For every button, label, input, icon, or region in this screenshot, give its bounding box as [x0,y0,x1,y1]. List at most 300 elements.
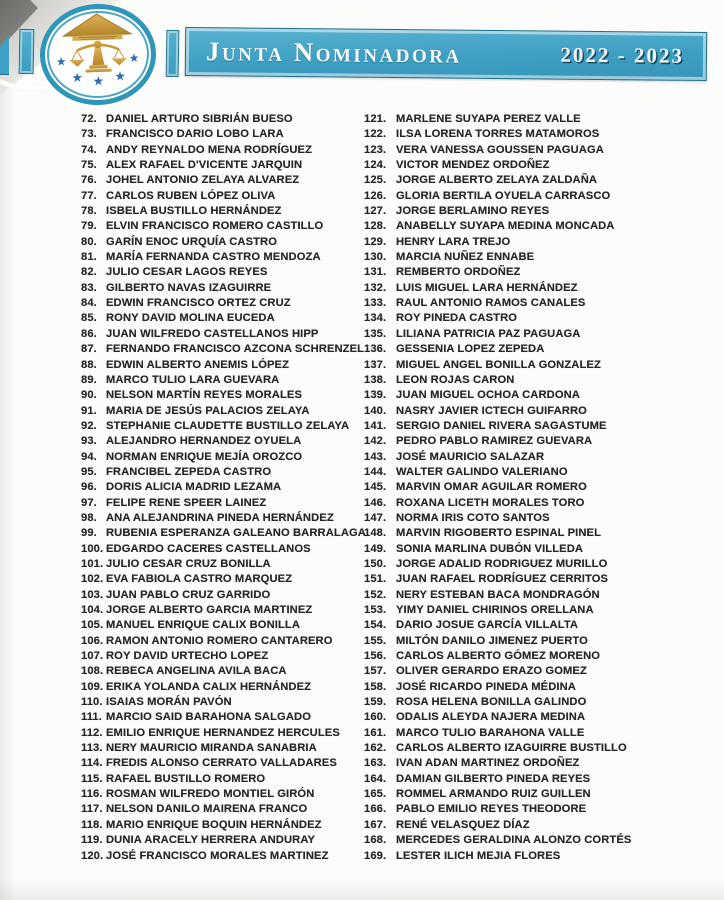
item-number: 139. [364,389,387,402]
item-name: CARLOS ALBERTO GÓMEZ MORENO [396,650,601,663]
list-item [81,480,381,495]
list-item [81,542,381,557]
item-number: 99. [81,527,97,540]
item-name: ODALIS ALEYDA NAJERA MEDINA [396,711,586,724]
item-name: EMILIO ENRIQUE HERNANDEZ HERCULES [106,726,340,739]
item-name: JOSÉ RICARDO PINEDA MÉDINA [396,680,576,693]
list-item [364,311,704,326]
item-number: 152. [364,588,387,601]
item-number: 146. [364,496,387,509]
item-name: PABLO EMILIO REYES THEODORE [396,803,587,816]
item-name: DUNIA ARACELY HERRERA ANDURAY [106,834,316,847]
item-number: 134. [364,312,387,325]
item-name: JOSÉ MAURICIO SALAZAR [396,450,545,463]
item-number: 140. [364,404,387,417]
item-number: 116. [81,788,103,801]
item-name: ALEX RAFAEL D'VICENTE JARQUIN [106,159,303,172]
item-name: NORMAN ENRIQUE MEJÍA OROZCO [106,450,303,463]
item-number: 96. [81,481,97,494]
item-number: 95. [81,465,97,478]
item-name: NERY ESTEBAN BACA MONDRAGÓN [396,588,600,601]
item-number: 126. [364,189,387,202]
item-number: 156. [364,650,387,663]
item-name: PEDRO PABLO RAMIREZ GUEVARA [396,435,593,448]
item-number: 160. [364,711,387,724]
list-item [364,450,704,465]
item-name: JOSÉ FRANCISCO MORALES MARTINEZ [106,849,329,862]
item-name: JULIO CESAR CRUZ BONILLA [106,557,271,570]
scales-of-justice-icon [58,12,138,75]
item-number: 125. [364,174,387,187]
list-item [81,296,381,311]
item-name: ROY PINEDA CASTRO [396,312,518,325]
item-name: ROSA HELENA BONILLA GALINDO [396,696,587,709]
item-name: MILTÓN DANILO JIMENEZ PUERTO [396,634,588,647]
item-name: MARIO ENRIQUE BOQUIN HERNÁNDEZ [106,818,322,831]
item-number: 132. [364,281,387,294]
item-number: 165. [364,788,387,801]
item-number: 145. [364,481,387,494]
list-item [364,802,704,817]
item-number: 106. [81,634,104,647]
item-number: 135. [364,327,387,340]
list-item [364,342,704,357]
item-name: JORGE ADALID RODRIGUEZ MURILLO [396,557,608,570]
list-item [364,358,704,373]
item-number: 138. [364,373,387,386]
banner-divider-bar [166,30,180,77]
item-number: 82. [81,266,97,279]
item-name: HENRY LARA TREJO [396,235,511,248]
item-number: 79. [81,220,97,233]
item-number: 103. [81,588,104,601]
item-name: MANUEL ENRIQUE CALIX BONILLA [106,619,301,632]
item-name: FELIPE RENE SPEER LAINEZ [106,496,267,509]
item-name: STEPHANIE CLAUDETTE BUSTILLO ZELAYA [106,419,350,432]
list-item [364,250,704,265]
item-name: JUAN WILFREDO CASTELLANOS HIPP [106,327,319,340]
item-number: 85. [81,312,97,325]
item-name: EVA FABIOLA CASTRO MARQUEZ [106,573,293,586]
list-item [81,588,381,603]
item-name: ROMMEL ARMANDO RUIZ GUILLEN [396,788,591,801]
list-item [364,603,704,618]
list-item [81,250,381,265]
item-name: MARLENE SUYAPA PEREZ VALLE [396,113,581,125]
item-number: 137. [364,358,387,371]
list-item [81,388,381,403]
item-name: MERCEDES GERALDINA ALONZO CORTÉS [396,834,632,847]
list-item [81,634,381,649]
list-item [364,158,704,173]
item-name: REBECA ANGELINA AVILA BACA [106,665,287,678]
junta-nominadora-logo [38,2,157,107]
list-item [81,373,381,388]
item-number: 74. [81,143,97,156]
item-number: 123. [364,143,387,156]
item-number: 141. [364,419,387,432]
item-name: YIMY DANIEL CHIRINOS ORELLANA [396,604,594,616]
name-list-column-left [81,112,381,864]
list-item [364,557,704,572]
list-item [364,572,704,587]
list-item [81,664,381,679]
item-name: GLORIA BERTILA OYUELA CARRASCO [396,189,611,202]
item-name: NASRY JAVIER ICTECH GUIFARRO [396,404,587,417]
list-item [364,480,704,495]
list-item [364,833,704,848]
item-number: 142. [364,435,387,448]
item-name: ISBELA BUSTILLO HERNÁNDEZ [106,205,282,218]
item-number: 164. [364,772,387,785]
item-name: ROY DAVID URTECHO LOPEZ [106,650,269,663]
star-icon: ★ [56,56,67,69]
item-name: ANDY REYNALDO MENA RODRÍGUEZ [106,143,313,156]
list-item [81,649,381,664]
item-name: DANIEL ARTURO SIBRIÁN BUESO [106,113,293,125]
item-number: 158. [364,680,387,693]
item-name: VICTOR MENDEZ ORDOÑEZ [396,159,550,172]
item-number: 122. [364,128,387,141]
item-number: 81. [81,251,97,264]
item-name: RAUL ANTONIO RAMOS CANALES [396,297,586,310]
star-icon: ★ [128,52,140,65]
item-number: 97. [81,496,97,509]
star-icon: ★ [114,69,126,84]
list-item [364,542,704,557]
item-name: JUAN RAFAEL RODRÍGUEZ CERRITOS [396,573,609,586]
item-name: IVAN ADAN MARTINEZ ORDOÑEZ [396,757,580,770]
item-name: MARIA DE JESÚS PALACIOS ZELAYA [106,404,310,417]
item-name: FRANCISCO DARIO LOBO LARA [106,128,284,141]
banner-left-bar [19,29,35,74]
list-item [364,496,704,511]
item-name: RUBENIA ESPERANZA GALEANO BARRALAGA [106,527,366,540]
item-name: GARÍN ENOC URQUÍA CASTRO [106,235,278,248]
list-item [364,634,704,649]
list-item [364,388,704,403]
item-number: 129. [364,235,387,248]
item-number: 133. [364,297,387,310]
item-number: 88. [81,358,97,371]
list-item [364,526,704,541]
item-name: ANA ALEJANDRINA PINEDA HERNÁNDEZ [106,511,334,524]
item-name: RONY DAVID MOLINA EUCEDA [106,312,275,325]
list-item [81,358,381,373]
list-item [364,419,704,434]
item-name: REMBERTO ORDOÑEZ [396,266,521,279]
item-number: 72. [81,113,97,125]
list-item [81,265,381,280]
item-name: ILSA LORENA TORRES MATAMOROS [396,128,600,141]
list-item [81,327,381,342]
item-number: 162. [364,742,387,755]
list-item [364,695,704,710]
item-number: 128. [364,220,387,233]
item-number: 80. [81,235,97,248]
list-item [364,741,704,756]
list-item [81,450,381,465]
list-item [81,802,381,817]
list-item [81,572,381,587]
item-number: 121. [364,113,387,125]
item-name: ANABELLY SUYAPA MEDINA MONCADA [396,220,615,233]
item-name: DORIS ALICIA MADRID LEZAMA [106,481,282,494]
item-name: ERIKA YOLANDA CALIX HERNÁNDEZ [106,680,312,693]
list-item [364,173,704,188]
item-name: FERNANDO FRANCISCO AZCONA SCHRENZEL [106,343,365,356]
item-name: ELVIN FRANCISCO ROMERO CASTILLO [106,220,324,233]
item-number: 147. [364,511,387,524]
item-name: RENÉ VELASQUEZ DÍAZ [396,818,530,831]
list-item [81,112,381,127]
item-number: 127. [364,205,387,218]
item-name: LEON ROJAS CARON [396,373,515,386]
item-number: 114. [81,757,103,770]
item-number: 130. [364,251,387,264]
item-number: 159. [364,696,387,709]
list-item [364,327,704,342]
item-name: JOHEL ANTONIO ZELAYA ALVAREZ [106,174,300,187]
list-item [81,281,381,296]
item-number: 83. [81,281,97,294]
item-number: 154. [364,619,387,632]
item-name: MARCIO SAID BARAHONA SALGADO [106,711,311,724]
header-banner [185,27,707,81]
star-icon: ★ [92,73,104,89]
list-item [81,127,381,142]
list-item [364,434,704,449]
list-item [364,204,704,219]
item-number: 151. [364,573,387,586]
list-item [81,756,381,771]
item-number: 105. [81,619,104,632]
item-number: 98. [81,511,97,524]
item-number: 166. [364,803,387,816]
item-name: JUAN PABLO CRUZ GARRIDO [106,588,271,601]
item-name: CARLOS ALBERTO IZAGUIRRE BUSTILLO [396,742,627,755]
item-number: 93. [81,435,97,448]
item-name: DAMIAN GILBERTO PINEDA REYES [396,772,591,785]
list-item [81,772,381,787]
list-item [364,618,704,633]
item-number: 94. [81,450,97,463]
item-number: 117. [81,803,103,816]
item-number: 150. [364,557,387,570]
list-item [364,649,704,664]
item-name: RAMON ANTONIO ROMERO CANTARERO [106,634,333,647]
list-item [81,710,381,725]
list-item [81,158,381,173]
list-item [364,772,704,787]
list-item [81,219,381,234]
list-item [81,833,381,848]
item-number: 91. [81,404,97,417]
item-number: 100. [81,542,104,555]
list-item [81,311,381,326]
item-name: OLIVER GERARDO ERAZO GOMEZ [396,665,587,678]
item-name: CARLOS RUBEN LÓPEZ OLIVA [106,189,276,202]
item-number: 136. [364,343,387,356]
list-item [81,465,381,480]
list-item [364,511,704,526]
list-item [81,818,381,833]
item-number: 157. [364,665,387,678]
list-item [81,419,381,434]
list-item [364,235,704,250]
list-item [364,219,704,234]
list-item [81,618,381,633]
item-name: MARCIA NUÑEZ ENNABE [396,251,535,264]
item-name: SONIA MARLINA DUBÓN VILLEDA [396,542,584,555]
item-name: ROXANA LICETH MORALES TORO [396,496,585,509]
item-number: 144. [364,465,387,478]
item-number: 124. [364,159,387,172]
item-name: FRANCIBEL ZEPEDA CASTRO [106,465,272,478]
item-name: JULIO CESAR LAGOS REYES [106,266,268,279]
item-name: SERGIO DANIEL RIVERA SAGASTUME [396,419,607,432]
page-title: Junta Nominadora [205,36,462,69]
list-item [364,710,704,725]
item-name: EDWIN FRANCISCO ORTEZ CRUZ [106,297,291,310]
item-number: 92. [81,419,97,432]
item-number: 112. [81,726,103,739]
item-name: RAFAEL BUSTILLO ROMERO [106,772,266,785]
list-item [81,496,381,511]
item-number: 118. [81,818,103,831]
list-item [81,557,381,572]
list-item [81,695,381,710]
list-item [364,112,704,127]
list-item [364,265,704,280]
item-name: MIGUEL ANGEL BONILLA GONZALEZ [396,358,601,371]
item-name: EDWIN ALBERTO ANEMIS LÓPEZ [106,358,290,371]
list-item [364,664,704,679]
item-number: 86. [81,327,97,340]
item-number: 90. [81,389,97,402]
item-number: 119. [81,834,103,847]
list-item [81,143,381,158]
item-name: DARIO JOSUE GARCÍA VILLALTA [396,619,579,632]
item-number: 115. [81,772,103,785]
item-number: 101. [81,557,104,570]
item-number: 113. [81,742,103,755]
item-name: MARVIN RIGOBERTO ESPINAL PINEL [396,527,602,540]
item-name: GILBERTO NAVAS IZAGUIRRE [106,281,272,294]
item-number: 104. [81,604,104,616]
list-item [81,603,381,618]
term-years: 2022 - 2023 [560,42,685,68]
list-item [81,434,381,449]
item-number: 148. [364,527,387,540]
item-number: 78. [81,205,97,218]
list-item [364,787,704,802]
item-number: 107. [81,650,104,663]
item-number: 89. [81,373,97,386]
list-item [81,741,381,756]
name-list-column-right [364,112,704,864]
list-item [364,373,704,388]
item-number: 87. [81,343,97,356]
list-item [364,127,704,142]
item-name: EDGARDO CACERES CASTELLANOS [106,542,311,555]
list-item [81,342,381,357]
list-item [364,296,704,311]
item-name: VERA VANESSA GOUSSEN PAGUAGA [396,143,604,156]
list-item [81,680,381,695]
item-name: LILIANA PATRICIA PAZ PAGUAGA [396,327,581,340]
list-item [364,680,704,695]
item-name: JORGE BERLAMINO REYES [396,205,550,218]
item-name: MARCO TULIO BARAHONA VALLE [396,726,585,739]
list-item [81,787,381,802]
item-number: 73. [81,128,97,141]
item-number: 110. [81,696,103,709]
item-name: ALEJANDRO HERNANDEZ OYUELA [106,435,302,448]
list-item [364,818,704,833]
item-name: MARVIN OMAR AGUILAR ROMERO [396,481,587,494]
item-number: 131. [364,266,387,279]
list-item [364,726,704,741]
star-icon: ★ [71,70,83,85]
item-name: JORGE ALBERTO GARCIA MARTINEZ [106,604,313,616]
list-item [364,189,704,204]
item-number: 102. [81,573,104,586]
item-name: NORMA IRIS COTO SANTOS [396,511,550,524]
list-item [364,849,704,864]
item-name: WALTER GALINDO VALERIANO [396,465,568,478]
item-name: JORGE ALBERTO ZELAYA ZALDAÑA [396,174,598,187]
list-item [81,726,381,741]
list-item [81,189,381,204]
list-item [364,756,704,771]
item-number: 167. [364,818,387,831]
item-name: ROSMAN WILFREDO MONTIEL GIRÓN [106,788,315,801]
item-number: 169. [364,849,387,862]
item-name: LESTER ILICH MEJIA FLORES [396,849,561,862]
list-item [81,849,381,864]
item-number: 77. [81,189,97,202]
list-item [364,465,704,480]
item-name: JUAN MIGUEL OCHOA CARDONA [396,389,580,402]
item-number: 84. [81,297,97,310]
item-number: 161. [364,726,387,739]
list-item [81,173,381,188]
item-name: GESSENIA LOPEZ ZEPEDA [396,343,545,356]
list-item [364,404,704,419]
item-name: FREDIS ALONSO CERRATO VALLADARES [106,757,337,770]
item-number: 76. [81,174,97,187]
list-item [364,588,704,603]
list-item [81,526,381,541]
list-item [364,143,704,158]
list-item [81,511,381,526]
item-number: 109. [81,680,104,693]
item-number: 153. [364,604,387,616]
item-number: 149. [364,542,387,555]
item-name: NELSON MARTÍN REYES MORALES [106,389,303,402]
item-name: MARCO TULIO LARA GUEVARA [106,373,280,386]
item-number: 168. [364,834,387,847]
item-number: 143. [364,450,387,463]
item-name: ISAIAS MORÁN PAVÓN [106,696,232,709]
item-number: 75. [81,159,97,172]
list-item [81,235,381,250]
item-name: MARÍA FERNANDA CASTRO MENDOZA [106,251,321,264]
item-name: LUIS MIGUEL LARA HERNÁNDEZ [396,281,578,294]
item-number: 163. [364,757,387,770]
item-name: NELSON DANILO MAIRENA FRANCO [106,803,308,816]
